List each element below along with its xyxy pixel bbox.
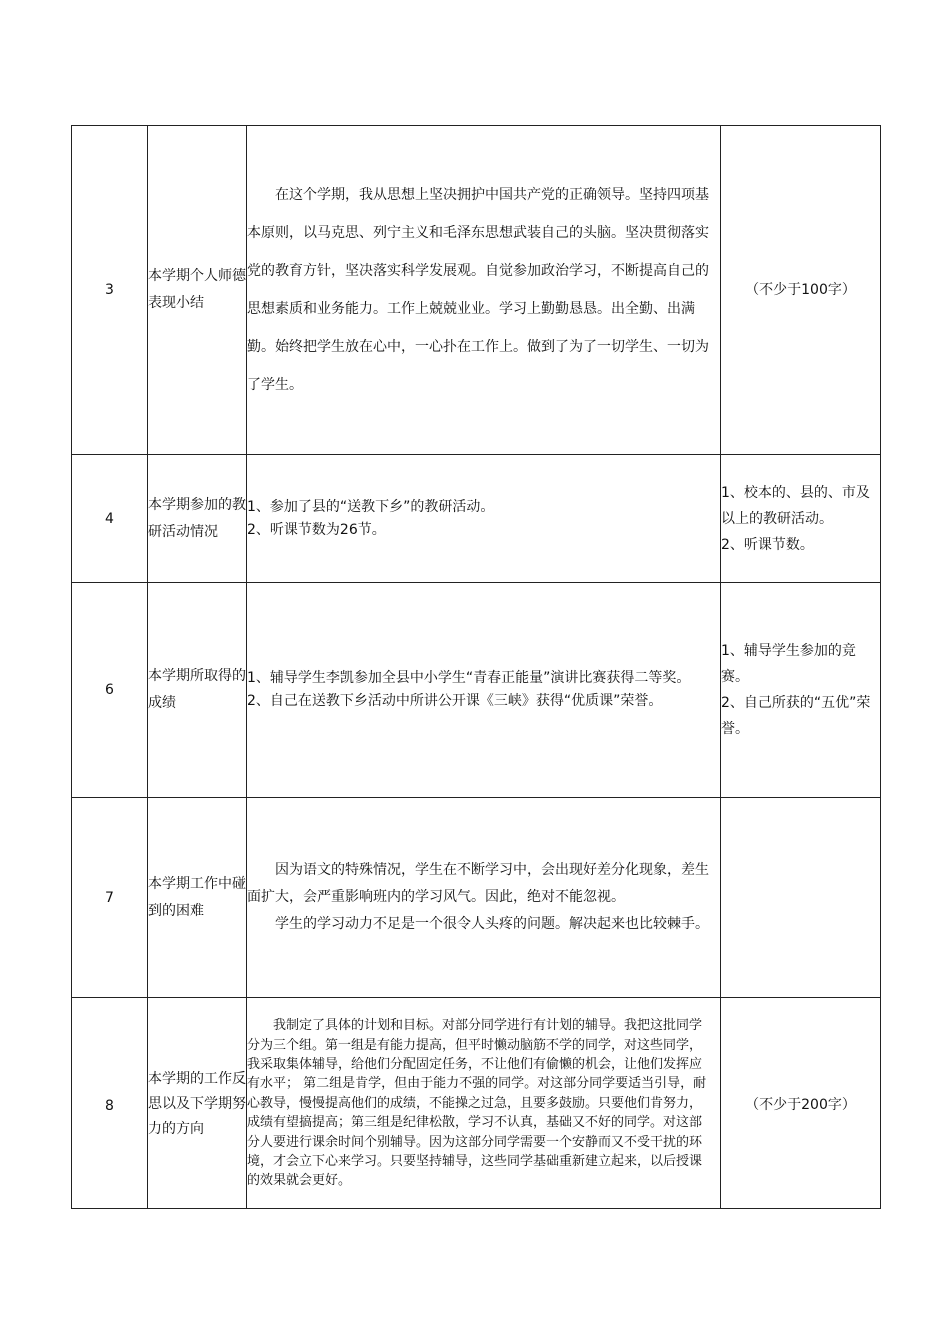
content-paragraph: 2、自己在送教下乡活动中所讲公开课《三峡》获得“优质课”荣誉。: [247, 693, 663, 709]
row-note: [721, 126, 881, 455]
note-line: （不少于200字）: [745, 1096, 856, 1113]
note-line: 1、校本的、县的、市及以上的教研活动。: [721, 484, 870, 527]
table-row: [72, 798, 881, 998]
content-paragraph: 我制定了具体的计划和目标。对部分同学进行有计划的辅导。我把这批同学分为三个组。第一组是有能力提高，但平时懒动脑筋不学的同学，对这些同学，我采取集体辅导，给他们分配固定任务，不让他们有偷懒的机会，让他们发挥应有水平； 第二组是肯学，但由于能力不强的同学。对这部分同学要适当引导，耐心教导，慢慢提高他们的成绩，不能操之过急，且要多鼓励。只要他们肯努力，成绩有望搞提高；第三组是纪律松散，学习不认真，基础又不好的同学。对这部分人要进行课余时间个别辅导。因为这部分同学需要一个安静而又不受干扰的环境，才会立下心来学习。只要坚持辅导，这些同学基础重新建立起来，以后授课的效果就会更好。: [247, 1018, 707, 1189]
table-row: [72, 126, 881, 455]
row-note: [721, 455, 881, 583]
note-line: （不少于100字）: [745, 282, 856, 298]
table-row: [72, 455, 881, 583]
row-number: 8: [72, 998, 148, 1209]
table-row: [72, 998, 881, 1209]
row-label: 本学期的工作反思以及下学期努力的方向: [148, 998, 247, 1209]
content-paragraph: 因为语文的特殊情况，学生在不断学习中，会出现好差分化现象，差生面扩大，会严重影响班内的学习风气。因此，绝对不能忽视。: [247, 862, 709, 905]
row-number: 4: [72, 455, 148, 583]
content-paragraph: 1、参加了县的“送教下乡”的教研活动。: [247, 498, 495, 515]
row-label: 本学期工作中碰到的困难: [148, 798, 247, 998]
row-label: 本学期参加的教研活动情况: [148, 455, 247, 583]
content-paragraph: 学生的学习动力不足是一个很令人头疼的问题。解决起来也比较棘手。: [275, 916, 709, 932]
content-paragraph: 1、辅导学生李凯参加全县中小学生“青春正能量”演讲比赛获得二等奖。: [247, 670, 691, 686]
row-note: [721, 998, 881, 1209]
row-content: [247, 126, 721, 455]
note-line: 2、听课节数。: [721, 536, 814, 553]
row-label: 本学期个人师德表现小结: [148, 126, 247, 455]
row-number: 7: [72, 798, 148, 998]
row-number: 6: [72, 583, 148, 798]
row-content: [247, 998, 721, 1209]
row-number: 3: [72, 126, 148, 455]
row-label: 本学期所取得的成绩: [148, 583, 247, 798]
table-row: [72, 583, 881, 798]
summary-table: [71, 125, 881, 1209]
note-line: 1、辅导学生参加的竞赛。: [721, 643, 856, 685]
row-note: [721, 798, 881, 998]
row-content: [247, 583, 721, 798]
row-content: [247, 455, 721, 583]
row-note: [721, 583, 881, 798]
content-paragraph: 在这个学期，我从思想上坚决拥护中国共产党的正确领导。坚持四项基本原则，以马克思、列宁主义和毛泽东思想武装自己的头脑。坚决贯彻落实党的教育方针，坚决落实科学发展观。自觉参加政治学习，不断提高自己的思想素质和业务能力。工作上兢兢业业。学习上勤勤恳恳。出全勤、出满勤。始终把学生放在心中，一心扑在工作上。做到了为了一切学生、一切为了学生。: [247, 187, 709, 393]
row-content: [247, 798, 721, 998]
note-line: 2、自己所获的“五优”荣誉。: [721, 695, 871, 737]
content-paragraph: 2、听课节数为26节。: [247, 521, 386, 538]
